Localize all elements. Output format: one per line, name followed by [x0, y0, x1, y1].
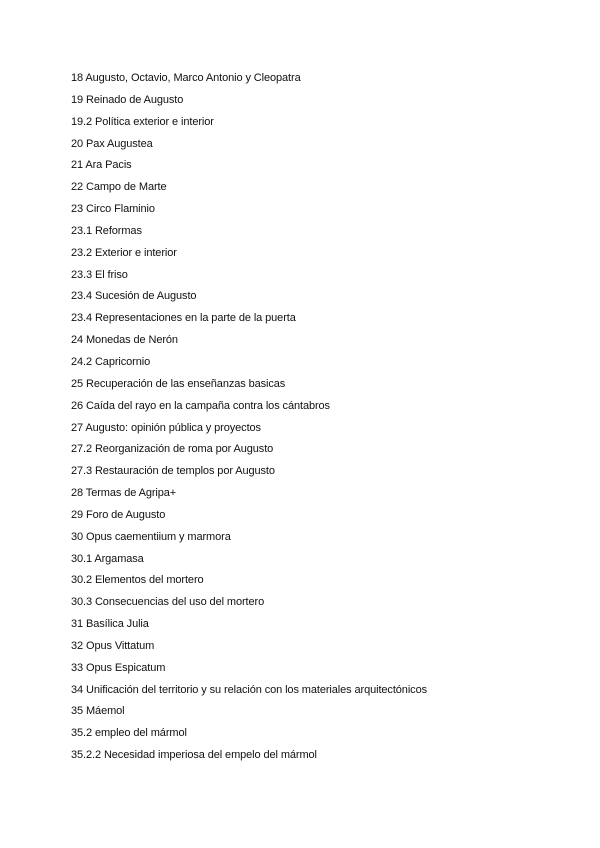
toc-entry: 24 Monedas de Nerón — [71, 334, 178, 347]
toc-entry: 32 Opus Vittatum — [71, 639, 155, 652]
toc-entry: 26 Caída del rayo en la campaña contra los cántabros — [71, 399, 330, 412]
toc-entry: 23.1 Reformas — [71, 224, 142, 237]
toc-entry: 30.2 Elementos del mortero — [71, 574, 204, 587]
toc-entry: 27.3 Restauración de templos por Augusto — [71, 465, 275, 478]
toc-entry: 35.2.2 Necesidad imperiosa del empelo del mármol — [71, 749, 317, 762]
toc-entry: 23.4 Representaciones en la parte de la puerta — [71, 312, 296, 325]
toc-entry: 30.3 Consecuencias del uso del mortero — [71, 596, 265, 609]
toc-entry: 31 Basílica Julia — [71, 618, 149, 631]
toc-entry: 23.2 Exterior e interior — [71, 246, 177, 259]
toc-entry: 24.2 Capricornio — [71, 355, 151, 368]
toc-entry: 23.4 Sucesión de Augusto — [71, 290, 197, 303]
table-of-contents — [71, 71, 427, 770]
toc-entry: 23.3 El friso — [71, 268, 128, 281]
toc-entry: 33 Opus Espicatum — [71, 661, 166, 674]
toc-entry: 29 Foro de Augusto — [71, 508, 166, 521]
toc-entry: 35 Máemol — [71, 705, 125, 718]
toc-entry: 28 Termas de Agripa+ — [71, 487, 177, 500]
toc-entry: 30 Opus caementiium y marmora — [71, 530, 231, 543]
toc-entry: 20 Pax Augustea — [71, 137, 153, 150]
toc-entry: 27.2 Reorganización de roma por Augusto — [71, 443, 274, 456]
toc-entry: 30.1 Argamasa — [71, 552, 144, 565]
toc-entry: 27 Augusto: opinión pública y proyectos — [71, 421, 261, 434]
toc-entry: 34 Unificación del territorio y su relación con los materiales arquitectónicos — [71, 683, 427, 696]
toc-entry: 35.2 empleo del mármol — [71, 727, 187, 740]
toc-entry: 19.2 Política exterior e interior — [71, 115, 214, 128]
toc-entry: 21 Ara Pacis — [71, 159, 132, 172]
toc-entry: 25 Recuperación de las enseñanzas basicas — [71, 377, 286, 390]
toc-entry: 23 Circo Flaminio — [71, 203, 155, 216]
toc-entry: 18 Augusto, Octavio, Marco Antonio y Cleopatra — [71, 72, 301, 84]
toc-entry: 19 Reinado de Augusto — [71, 93, 184, 106]
toc-entry: 22 Campo de Marte — [71, 181, 167, 194]
